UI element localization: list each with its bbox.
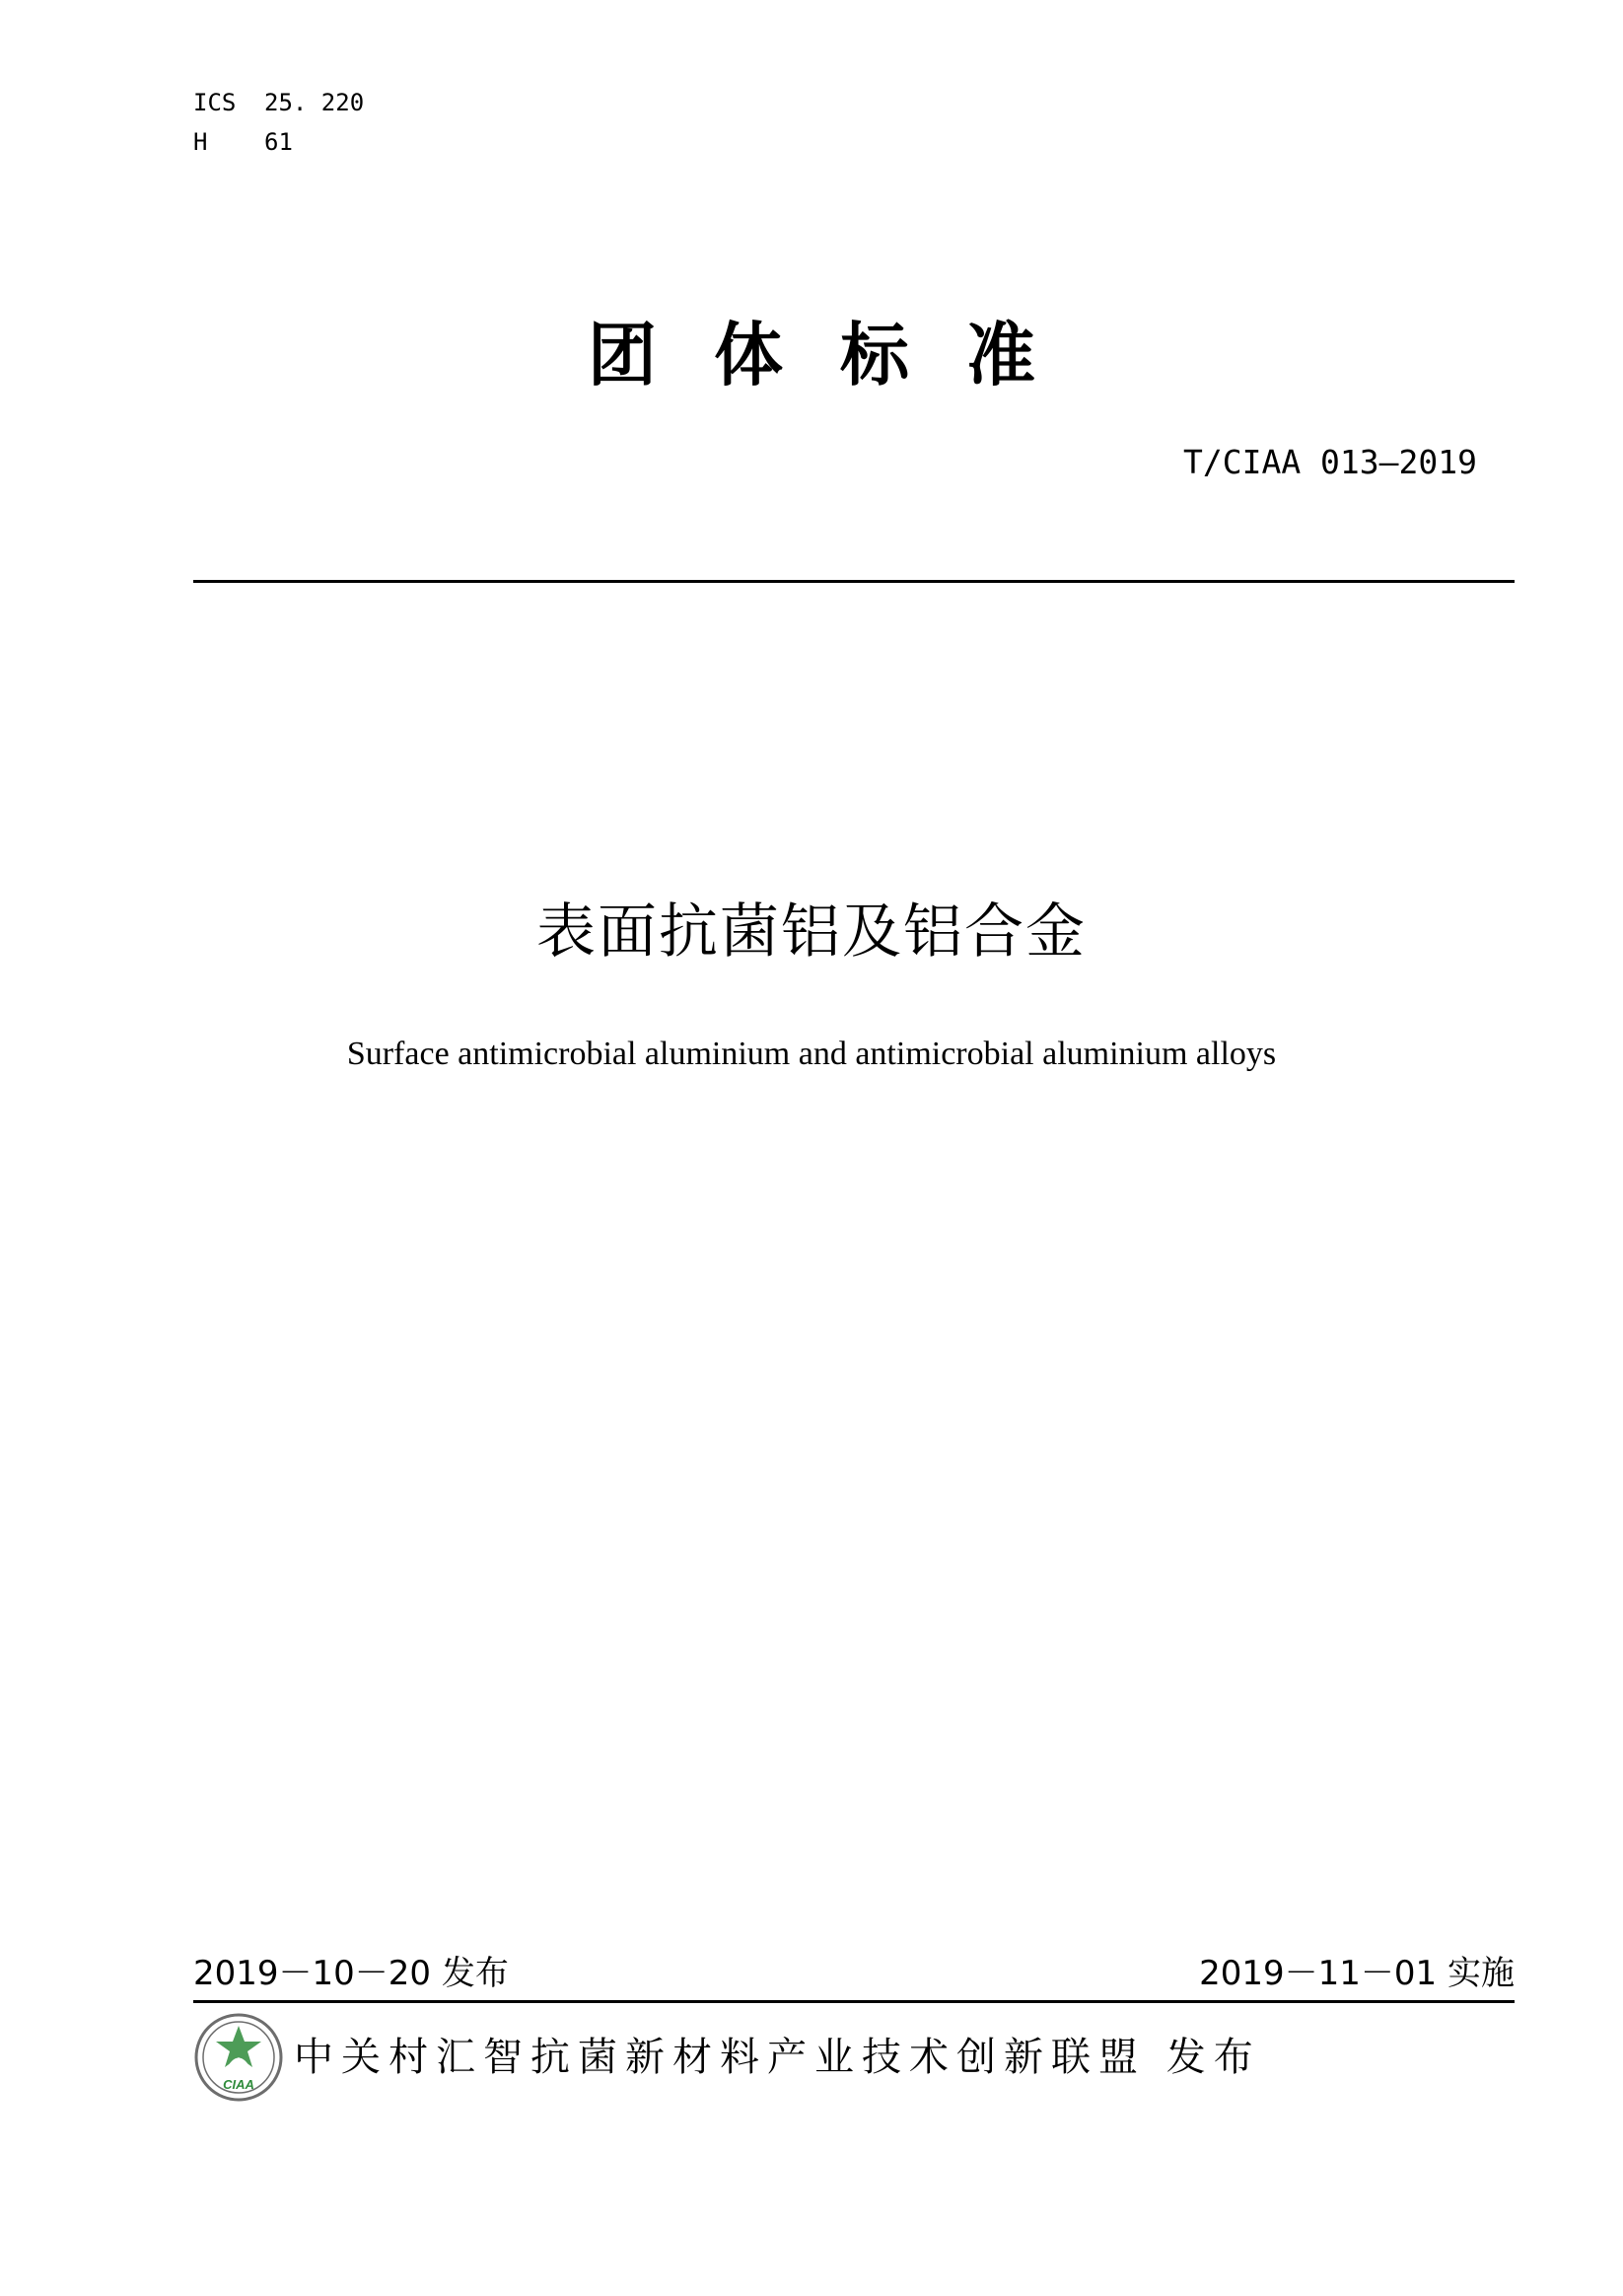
date-row [193,1949,1515,1998]
ccs-label: H [193,128,208,156]
logo-text: CIAA [223,2077,254,2092]
title-english: Surface antimicrobial aluminium and antimicrobial aluminium alloys [346,1036,1277,1072]
title-chinese: 表面抗菌铝及铝合金 [536,897,1087,967]
ics-label: ICS [193,89,237,116]
implementation-date: 2019－11－01 实施 [1199,1954,1515,1993]
top-divider [193,580,1515,583]
classification-codes [193,83,364,162]
issue-date: 2019－10－20 发布 [193,1954,509,1993]
ics-value: 25. 220 [264,89,365,116]
ciaa-logo-icon [193,2012,284,2103]
standard-number: T/CIAA 013—2019 [1182,443,1477,481]
publisher-name: 中关村汇智抗菌新材料产业技术创新联盟 发布 [294,2035,1261,2080]
bottom-divider [193,2000,1515,2003]
publisher-row [193,2012,1515,2103]
ccs-row [193,122,364,162]
ccs-value: 61 [264,128,293,156]
standard-type-heading: 团体标准 [588,315,1093,395]
ics-row [193,83,364,122]
